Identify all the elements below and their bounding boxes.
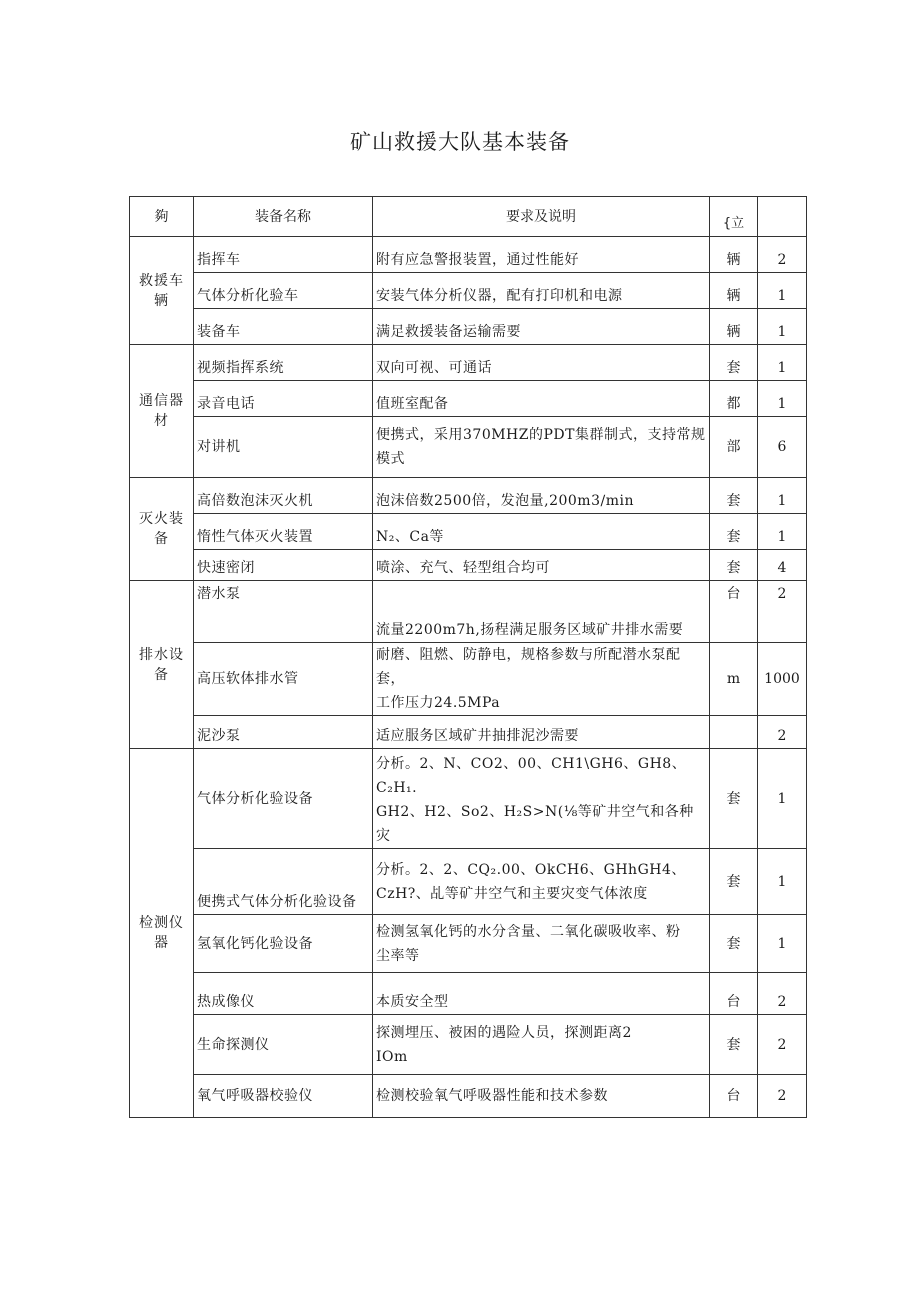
item-desc: 便携式，采用370MHZ的PDT集群制式，支持常规 模式 (373, 417, 710, 478)
item-unit: 台 (710, 581, 758, 643)
item-desc: 泡沫倍数2500倍，发泡量,200m3∕min (373, 478, 710, 514)
table-row (130, 749, 807, 849)
item-desc: 分析。2、N、CO2、00、CH1\GH6、GH8、 C₂H₁. GH2、H2、So2、H₂S>N(⅛等矿井空气和各种灾 (373, 749, 710, 849)
item-name: 便携式气体分析化验设备 (194, 849, 373, 915)
item-unit: 套 (710, 345, 758, 381)
item-unit: 套 (710, 849, 758, 915)
item-qty: 1 (758, 915, 807, 973)
table-row (130, 915, 807, 973)
item-desc: 检测校验氧气呼吸器性能和技术参数 (373, 1075, 710, 1118)
header-seq: 夠 (130, 197, 194, 237)
item-qty: 2 (758, 973, 807, 1015)
table-row (130, 237, 807, 273)
item-name: 高倍数泡沫灭火机 (194, 478, 373, 514)
item-unit: 套 (710, 550, 758, 581)
table-row (130, 273, 807, 309)
item-unit: 套 (710, 514, 758, 550)
item-desc: 双向可视、可通话 (373, 345, 710, 381)
item-qty: 1 (758, 749, 807, 849)
item-unit (710, 716, 758, 749)
item-qty: 1 (758, 514, 807, 550)
item-unit: 辆 (710, 273, 758, 309)
item-name: 泥沙泵 (194, 716, 373, 749)
item-name: 快速密闭 (194, 550, 373, 581)
table-row (130, 716, 807, 749)
category-cell: 排水设备 (130, 581, 194, 749)
item-name: 指挥车 (194, 237, 373, 273)
category-cell: 通信器 材 (130, 345, 194, 478)
item-qty: 2 (758, 237, 807, 273)
item-unit: 辆 (710, 237, 758, 273)
category-cell: 检测仪器 (130, 749, 194, 1118)
equipment-table (129, 196, 807, 1118)
item-qty: 1000 (758, 643, 807, 716)
table-row (130, 973, 807, 1015)
item-desc: 满足救援装备运输需要 (373, 309, 710, 345)
item-desc: 检测氢氧化钙的水分含量、二氧化碳吸收率、粉 尘率等 (373, 915, 710, 973)
item-unit: 套 (710, 749, 758, 849)
item-name: 气体分析化验车 (194, 273, 373, 309)
item-qty: 1 (758, 478, 807, 514)
item-qty: 6 (758, 417, 807, 478)
item-name: 视频指挥系统 (194, 345, 373, 381)
table-row (130, 1015, 807, 1075)
item-unit: 套 (710, 1015, 758, 1075)
table-row (130, 478, 807, 514)
item-qty: 4 (758, 550, 807, 581)
document-title: 矿山救援大队基本装备 (350, 130, 570, 154)
item-desc: 附有应急警报装置，通过性能好 (373, 237, 710, 273)
item-desc: 流量2200m7h,扬程满足服务区域矿井排水需要 (373, 581, 710, 643)
item-qty: 1 (758, 345, 807, 381)
category-cell: 救援车 辆 (130, 237, 194, 345)
item-unit: 都 (710, 381, 758, 417)
item-name: 潜水泵 (194, 581, 373, 643)
header-desc: 要求及说明 (373, 197, 710, 237)
table-row (130, 345, 807, 381)
item-qty: 2 (758, 581, 807, 643)
item-desc: 探测埋压、被困的遇险人员，探测距离2 IOm (373, 1015, 710, 1075)
table-row (130, 550, 807, 581)
item-qty: 1 (758, 381, 807, 417)
item-qty: 1 (758, 273, 807, 309)
table-header-row (130, 197, 807, 237)
item-name: 氢氧化钙化验设备 (194, 915, 373, 973)
table-row (130, 849, 807, 915)
item-unit: 台 (710, 973, 758, 1015)
item-name: 高压软体排水管 (194, 643, 373, 716)
table-row (130, 417, 807, 478)
item-unit: 部 (710, 417, 758, 478)
table-row (130, 643, 807, 716)
item-unit: m (710, 643, 758, 716)
item-desc: 安装气体分析仪器，配有打印机和电源 (373, 273, 710, 309)
item-name: 气体分析化验设备 (194, 749, 373, 849)
item-desc: 喷涂、充气、轻型组合均可 (373, 550, 710, 581)
item-name: 生命探测仪 (194, 1015, 373, 1075)
item-desc: 适应服务区域矿井抽排泥沙需要 (373, 716, 710, 749)
item-desc: 值班室配备 (373, 381, 710, 417)
category-cell: 灭火装 备 (130, 478, 194, 581)
item-name: 对讲机 (194, 417, 373, 478)
header-qty (758, 197, 807, 237)
item-unit: 台 (710, 1075, 758, 1118)
item-unit: 套 (710, 915, 758, 973)
item-name: 热成像仪 (194, 973, 373, 1015)
item-unit: 套 (710, 478, 758, 514)
item-unit: 辆 (710, 309, 758, 345)
header-name: 装备名称 (194, 197, 373, 237)
table-row (130, 381, 807, 417)
item-qty: 1 (758, 849, 807, 915)
table-row (130, 581, 807, 643)
item-name: 惰性气体灭火装置 (194, 514, 373, 550)
item-desc: N₂、Ca等 (373, 514, 710, 550)
header-unit: {立 (710, 197, 758, 237)
item-qty: 2 (758, 1015, 807, 1075)
item-qty: 1 (758, 309, 807, 345)
item-desc: 分析。2、2、CQ₂.00、OkCH6、GHhGH4、 CzH?、乩等矿井空气和主要灾变气体浓度 (373, 849, 710, 915)
item-desc: 耐磨、阻燃、防静电，规格参数与所配潜水泵配套， 工作压力24.5MPa (373, 643, 710, 716)
item-name: 装备车 (194, 309, 373, 345)
item-qty: 2 (758, 716, 807, 749)
table-row (130, 1075, 807, 1118)
item-desc: 本质安全型 (373, 973, 710, 1015)
table-row (130, 514, 807, 550)
item-qty: 2 (758, 1075, 807, 1118)
item-name: 录音电话 (194, 381, 373, 417)
table-row (130, 309, 807, 345)
item-name: 氧气呼吸器校验仪 (194, 1075, 373, 1118)
